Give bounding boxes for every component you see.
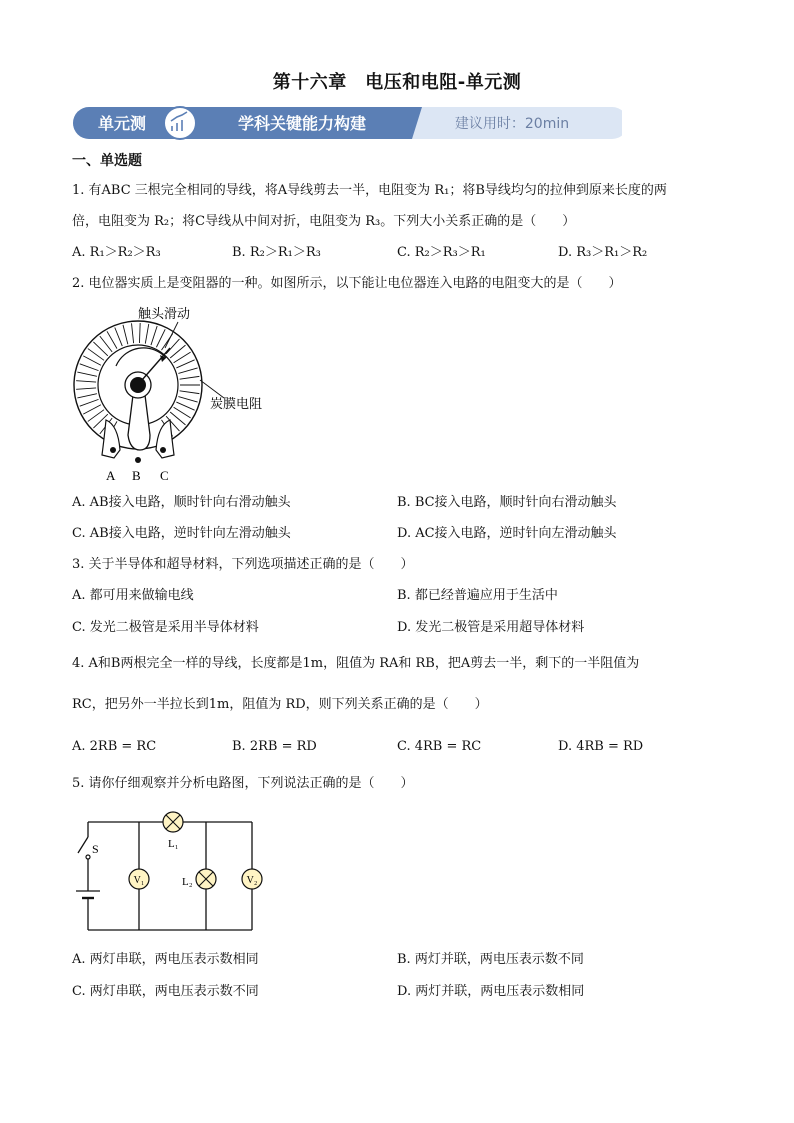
q4-option-d: D. 4RB = RD [558,739,644,754]
v1-label: V₁ [133,875,145,886]
q5-stem: 5. 请你仔细观察并分析电路图，下列说法正确的是（ ） [72,776,414,791]
q5-option-c: C. 两灯串联，两电压表示数不同 [72,984,259,999]
q3-option-b: B. 都已经普遍应用于生活中 [397,588,558,603]
l2-label: L₂ [182,876,193,888]
banner-left-label: 单元测 [97,114,147,133]
potentiometer-figure [70,300,280,490]
l1-label: L₁ [168,838,179,850]
section-heading: 一、单选题 [72,153,142,169]
q2-stem: 2. 电位器实质上是变阻器的一种。如图所示，以下能让电位器连入电路的电阻变大的是（ ） [72,276,622,291]
section-banner [72,106,622,140]
q1-option-b: B. R₂＞R₁＞R₃ [232,245,321,260]
q2-option-d: D. AC接入电路，逆时针向左滑动触头 [397,526,617,541]
q4-line1: 4. A和B两根完全一样的导线，长度都是1m，阻值为 RA和 RB，把A剪去一半，剩下的一半阻值为 [72,656,640,671]
q5-option-d: D. 两灯并联，两电压表示数相同 [397,984,585,999]
circuit-diagram [70,805,270,940]
q3-stem: 3. 关于半导体和超导材料，下列选项描述正确的是（ ） [72,557,414,572]
q4-option-c: C. 4RB = RC [397,739,482,754]
q4-option-a: A. 2RB = RC [72,739,157,754]
fig-label-carbon-film: 炭膜电阻 [210,397,263,412]
lamp-l2 [196,869,216,889]
switch-label: S [92,842,99,856]
q4-line2: RC，把另外一半拉长到1m，阻值为 RD，则下列关系正确的是（ ） [72,697,488,712]
q1-option-c: C. R₂＞R₃＞R₁ [397,245,486,260]
q1-line1: 1. 有ABC 三根完全相同的导线，将A导线剪去一半，电阻变为 R₁；将B导线均匀的拉伸到原来长度的两 [72,183,667,198]
q2-option-c: C. AB接入电路，逆时针向左滑动触头 [72,526,291,541]
fig-label-slide: 触头滑动 [138,307,191,322]
q3-option-d: D. 发光二极管是采用超导体材料 [397,620,585,635]
q1-option-d: D. R₃＞R₁＞R₂ [558,245,648,260]
v2-label: V₂ [246,875,258,886]
q1-line2: 倍，电阻变为 R₂；将C导线从中间对折，电阻变为 R₃。下列大小关系正确的是（ ） [72,214,576,229]
q3-option-a: A. 都可用来做输电线 [72,588,194,603]
q5-option-b: B. 两灯并联，两电压表示数不同 [397,952,584,967]
terminal-a-label: A [106,468,116,483]
q2-option-a: A. AB接入电路，顺时针向右滑动触头 [72,495,291,510]
q2-option-b: B. BC接入电路，顺时针向右滑动触头 [397,495,617,510]
q5-option-a: A. 两灯串联，两电压表示数相同 [72,952,259,967]
banner-time-label: 建议用时：20min [454,116,570,132]
terminal-b-label: B [132,468,141,483]
q1-option-a: A. R₁＞R₂＞R₃ [72,245,161,260]
page-title: 第十六章 电压和电阻-单元测 [272,72,522,93]
terminal-c-label: C [160,468,169,483]
q3-option-c: C. 发光二极管是采用半导体材料 [72,620,259,635]
q4-option-b: B. 2RB = RD [232,739,317,754]
banner-middle-label: 学科关键能力构建 [237,114,367,133]
lamp-l1 [163,812,183,832]
